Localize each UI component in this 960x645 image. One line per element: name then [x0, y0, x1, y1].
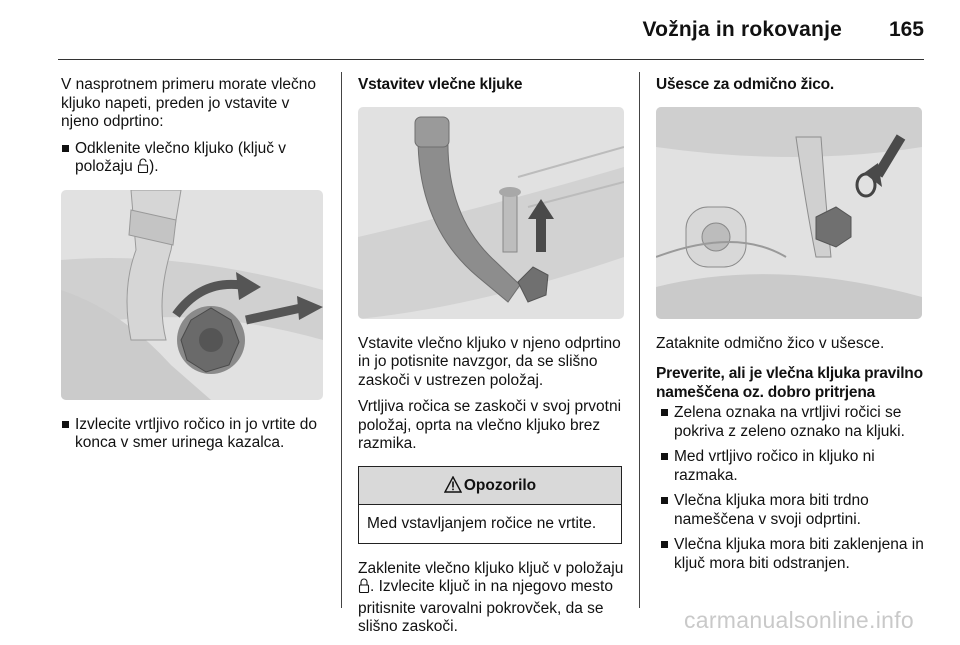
bullet-unlock: [61, 140, 329, 180]
page-header: [0, 0, 960, 60]
warning-icon: [444, 470, 462, 507]
check-heading: Preverite, ali je vlečna kljuka pravilno nameščena oz. dobro pritrjena: [656, 365, 923, 401]
lock-para-b: . Izvlecite ključ in na njegovo mesto pritisnite varovalni pokrovček, da se slišno zaskoči.: [358, 578, 613, 635]
column-divider-1: [341, 72, 342, 608]
bullet-unlock-end: ).: [149, 158, 159, 175]
bullet-rotate-knob: Izvlecite vrtljivo ročico in jo vrtite do konca v smer urinega kazalca.: [61, 416, 329, 453]
check-bullet-1: Zelena oznaka na vrtljivi ročici se pokriva z zeleno oznako na kljuki.: [660, 404, 928, 441]
insert-para-1: Vstavite vlečno kljuko v njeno odprtino in jo potisnite navzgor, da se slišno zaskoči v ustrezen položaj.: [358, 334, 621, 389]
check-bullet-3: Vlečna kljuka mora biti trdno nameščena v svoji odprtini.: [660, 492, 928, 529]
section-heading-eyelet: Ušesce za odmično žico.: [656, 76, 835, 93]
page-title: Vožnja in rokovanje: [642, 18, 842, 41]
watermark: carmanualsonline.info: [683, 607, 914, 633]
column-3: [656, 76, 928, 580]
lock-para-a: Zaklenite vlečno kljuko ključ v položaju: [358, 559, 624, 577]
header-rule: [58, 59, 924, 60]
intro-text: V nasprotnem primeru morate vlečno kljuko napeti, preden jo vstavite v njeno odprtino:: [61, 76, 317, 130]
warning-header: [359, 467, 621, 505]
figure-insert-hook: [358, 107, 624, 319]
lock-icon: [358, 578, 370, 600]
check-bullet-4: Vlečna kljuka mora biti zaklenjena in ključ mora biti odstranjen.: [660, 536, 928, 573]
lock-para: [358, 560, 626, 637]
page-number: 165: [888, 18, 924, 41]
eyelet-para: Zataknite odmično žico v ušesce.: [656, 334, 885, 352]
check-bullet-2: Med vrtljivo ročico in kljuko ni razmaka.: [660, 448, 928, 485]
column-2: [358, 76, 626, 645]
section-heading-insert: Vstavitev vlečne kljuke: [358, 76, 523, 93]
column-1: [61, 76, 329, 460]
warning-text: Med vstavljanjem ročice ne vrtite.: [367, 514, 597, 532]
insert-para-2: Vrtljiva ročica se zaskoči v svoj prvotni položaj, oprta na vlečno kljuko brez razmika.: [358, 398, 622, 452]
bullet-unlock-text: Odklenite vlečno kljuko (ključ v položaju: [75, 139, 287, 175]
warning-title: Opozorilo: [463, 476, 537, 494]
warning-box: [358, 466, 622, 544]
unlock-icon: [137, 158, 149, 180]
figure-rotary-knob: [61, 190, 323, 400]
figure-eyelet: [656, 107, 922, 319]
column-divider-2: [639, 72, 640, 608]
